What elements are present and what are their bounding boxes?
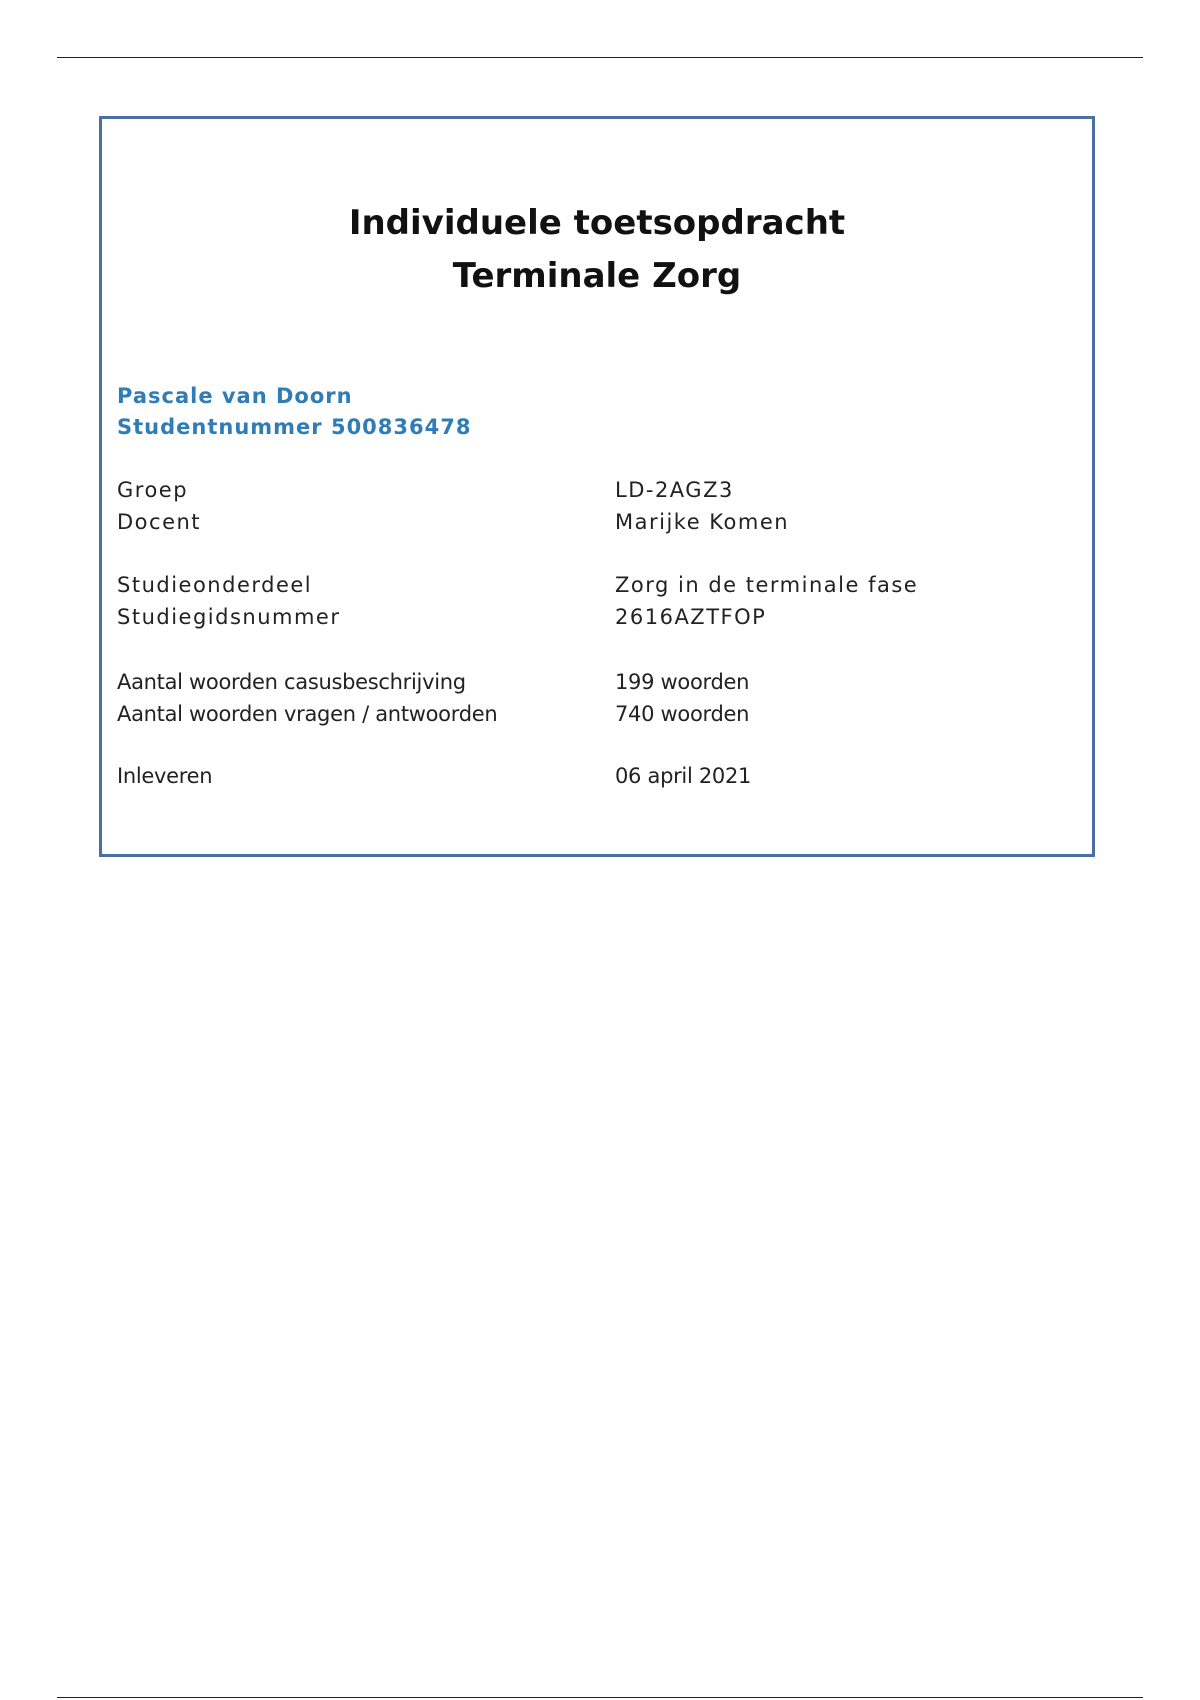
info-value: Marijke Komen <box>615 510 790 534</box>
info-value: 740 woorden <box>615 702 750 726</box>
cover-frame <box>99 116 1095 857</box>
info-value: 2616AZTFOP <box>615 605 767 629</box>
info-label: Studieonderdeel <box>117 573 313 597</box>
footer-rule <box>57 1697 1143 1698</box>
info-label: Aantal woorden casusbeschrijving <box>117 670 466 694</box>
info-label: Aantal woorden vragen / antwoorden <box>117 702 498 726</box>
info-value: 06 april 2021 <box>615 764 752 788</box>
header-rule <box>57 57 1143 58</box>
info-label: Inleveren <box>117 764 213 788</box>
info-label: Docent <box>117 510 202 534</box>
student-name: Pascale van Doorn <box>117 384 353 408</box>
info-value: Zorg in de terminale fase <box>615 573 919 597</box>
info-value: LD-2AGZ3 <box>615 478 734 502</box>
title-line-2: Terminale Zorg <box>452 256 742 296</box>
student-number: Studentnummer 500836478 <box>117 415 472 439</box>
document-title <box>102 197 1092 303</box>
info-value: 199 woorden <box>615 670 750 694</box>
title-line-1: Individuele toetsopdracht <box>348 203 846 243</box>
student-info <box>117 381 471 443</box>
info-label: Groep <box>117 478 189 502</box>
info-label: Studiegidsnummer <box>117 605 341 629</box>
